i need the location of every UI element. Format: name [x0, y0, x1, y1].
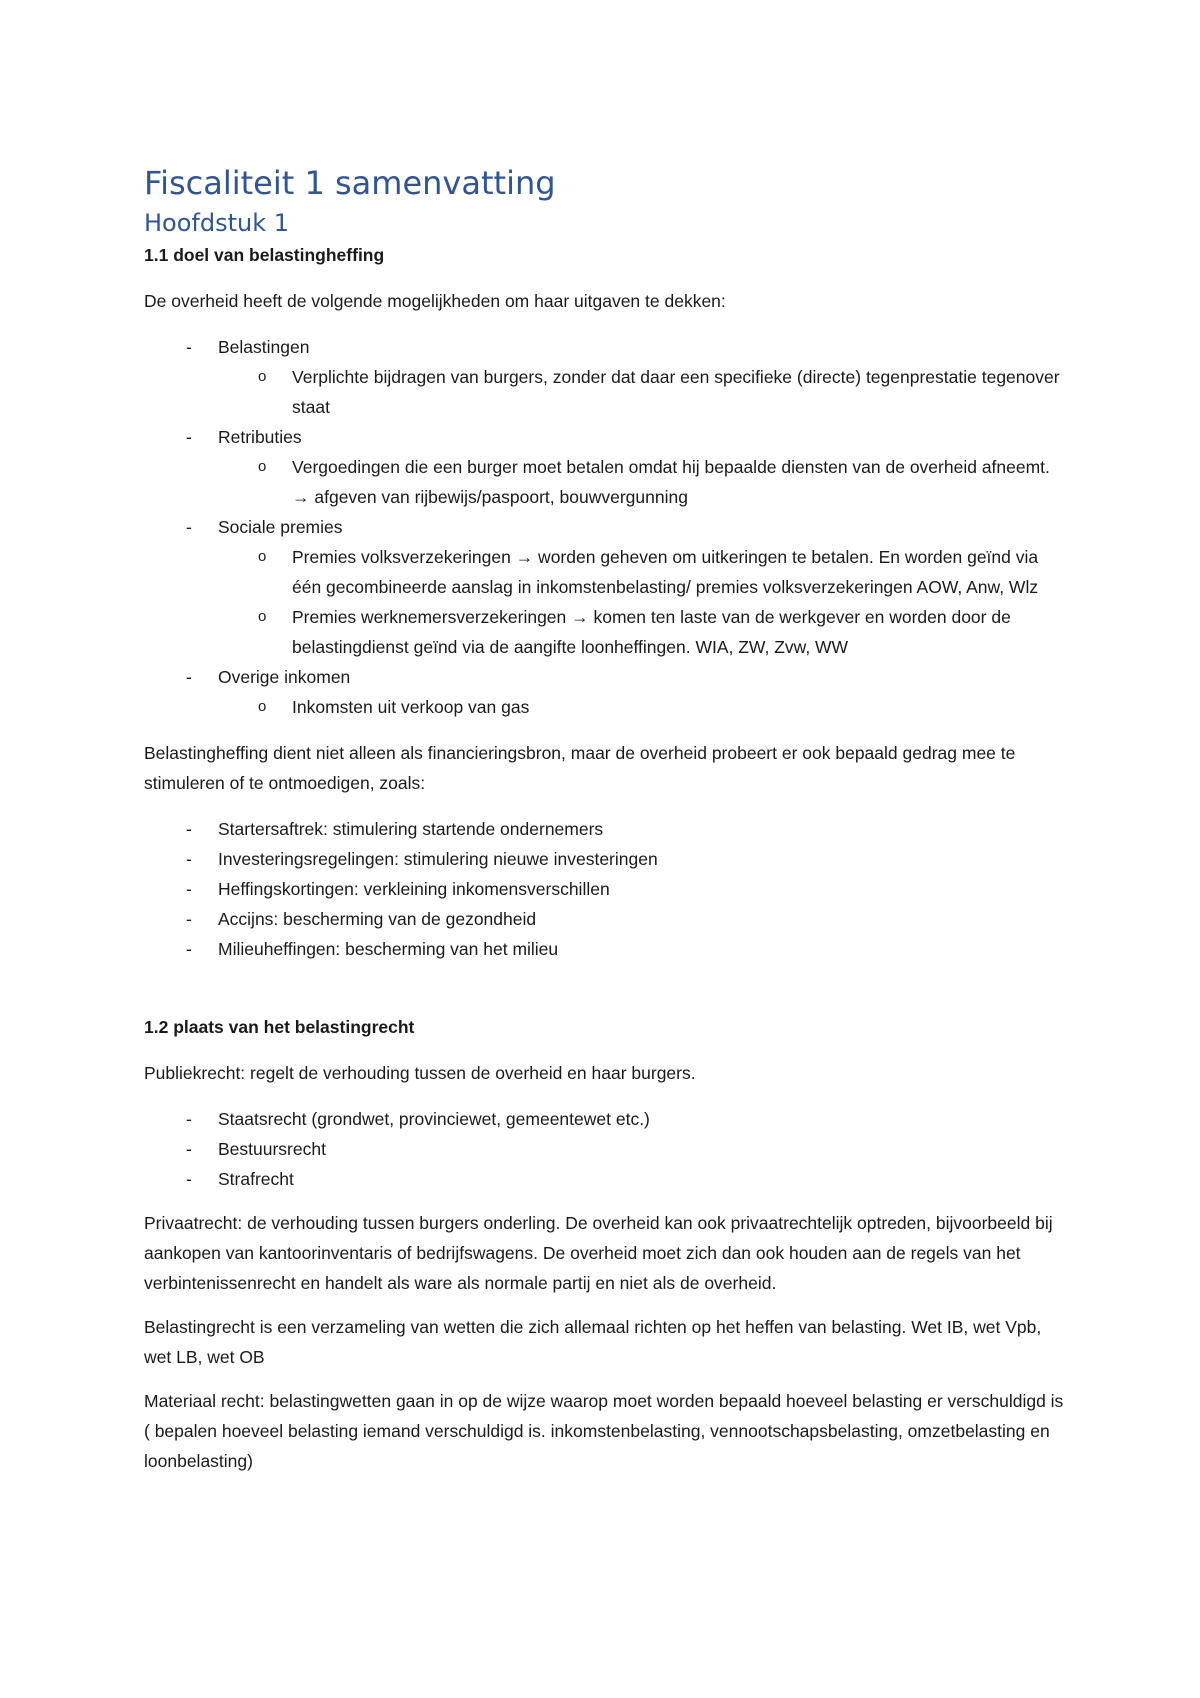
- list-item: - Sociale premies o Premies volksverzekeringen → worden geheven om uitkeringen te betalen. En worden geïnd via één gecombineerde aanslag in inkomstenbelasting/ premies volksverzekeringen AOW, Anw, Wlz o Premies werknemersverzekeringen → komen ten laste van de werkgever en worden door de belastingdienst geïnd via de aangifte loonheffingen. WIA, ZW, Zvw, WW: [144, 512, 1064, 662]
- section-1-2-paragraph-2: Privaatrecht: de verhouding tussen burgers onderling. De overheid kan ook privaatrechtelijk optreden, bijvoorbeeld bij aankopen van kantoorinventaris of bedrijfswagens. De overheid moet zich dan ook houden aan de regels van het verbintenissenrecht en handelt als ware als normale partij en niet als de overheid.: [144, 1213, 1053, 1293]
- document-title: Fiscaliteit 1 samenvatting: [144, 164, 556, 202]
- section-1-2-paragraph-1: Publiekrecht: regelt de verhouding tussen de overheid en haar burgers.: [144, 1063, 696, 1083]
- section-heading-1-2: 1.2 plaats van het belastingrecht: [144, 1017, 415, 1037]
- sub-list: [218, 452, 1064, 512]
- list-item: - Investeringsregelingen: stimulering nieuwe investeringen: [186, 849, 658, 869]
- public-law-list: [144, 1104, 1064, 1194]
- chapter-heading: Hoofdstuk 1: [144, 209, 290, 237]
- section-1-1-paragraph-2: Belastingheffing dient niet alleen als financieringsbron, maar de overheid probeert er ook bepaald gedrag mee te stimuleren of te ontmoedigen, zoals:: [144, 743, 1016, 793]
- sub-list-item: o Premies werknemersverzekeringen → komen ten laste van de werkgever en worden door de belastingdienst geïnd via de aangifte loonheffingen. WIA, ZW, Zvw, WW: [258, 607, 1011, 657]
- section-1-1-intro: De overheid heeft de volgende mogelijkheden om haar uitgaven te dekken:: [144, 291, 726, 311]
- sub-list-item: o Verplichte bijdragen van burgers, zonder dat daar een specifieke (directe) tegenprestatie tegenover staat: [258, 367, 1060, 417]
- list-item: - Overige inkomen o Inkomsten uit verkoop van gas: [144, 662, 1064, 722]
- list-item: - Startersaftrek: stimulering startende ondernemers: [186, 819, 604, 839]
- sub-list: [218, 542, 1064, 662]
- sub-list: [218, 692, 1064, 722]
- list-item: - Bestuursrecht: [186, 1139, 326, 1159]
- list-item: - Accijns: bescherming van de gezondheid: [186, 909, 537, 929]
- sub-list: [218, 362, 1064, 422]
- page-content: [144, 160, 1064, 1476]
- list-item: - Strafrecht: [186, 1169, 294, 1189]
- list-item: - Heffingskortingen: verkleining inkomensverschillen: [186, 879, 610, 899]
- funding-options-list: [144, 332, 1064, 722]
- sub-list-item: o Vergoedingen die een burger moet betalen omdat hij bepaalde diensten van de overheid afneemt. → afgeven van rijbewijs/paspoort, bouwvergunning: [258, 457, 1050, 507]
- section-1-2-paragraph-3: Belastingrecht is een verzameling van wetten die zich allemaal richten op het heffen van belasting. Wet IB, wet Vpb, wet LB, wet OB: [144, 1317, 1042, 1367]
- section-1-2-paragraph-4: Materiaal recht: belastingwetten gaan in op de wijze waarop moet worden bepaald hoeveel belasting er verschuldigd is ( bepalen hoeveel belasting iemand verschuldigd is. inkomstenbelasting, vennootschapsbelasting, omzetbelasting en loonbelasting): [144, 1391, 1064, 1471]
- behaviour-steering-list: [144, 814, 1064, 964]
- list-item: - Milieuheffingen: bescherming van het milieu: [186, 939, 559, 959]
- section-heading-1-1: 1.1 doel van belastingheffing: [144, 245, 385, 265]
- sub-list-item: o Inkomsten uit verkoop van gas: [258, 697, 530, 717]
- sub-list-item: o Premies volksverzekeringen → worden geheven om uitkeringen te betalen. En worden geïnd via één gecombineerde aanslag in inkomstenbelasting/ premies volksverzekeringen AOW, Anw, Wlz: [258, 547, 1039, 597]
- list-item: - Belastingen o Verplichte bijdragen van burgers, zonder dat daar een specifieke (directe) tegenprestatie tegenover staat: [144, 332, 1064, 422]
- list-item: - Staatsrecht (grondwet, provinciewet, gemeentewet etc.): [186, 1109, 650, 1129]
- list-item: - Retributies o Vergoedingen die een burger moet betalen omdat hij bepaalde diensten van de overheid afneemt. → afgeven van rijbewijs/paspoort, bouwvergunning: [144, 422, 1064, 512]
